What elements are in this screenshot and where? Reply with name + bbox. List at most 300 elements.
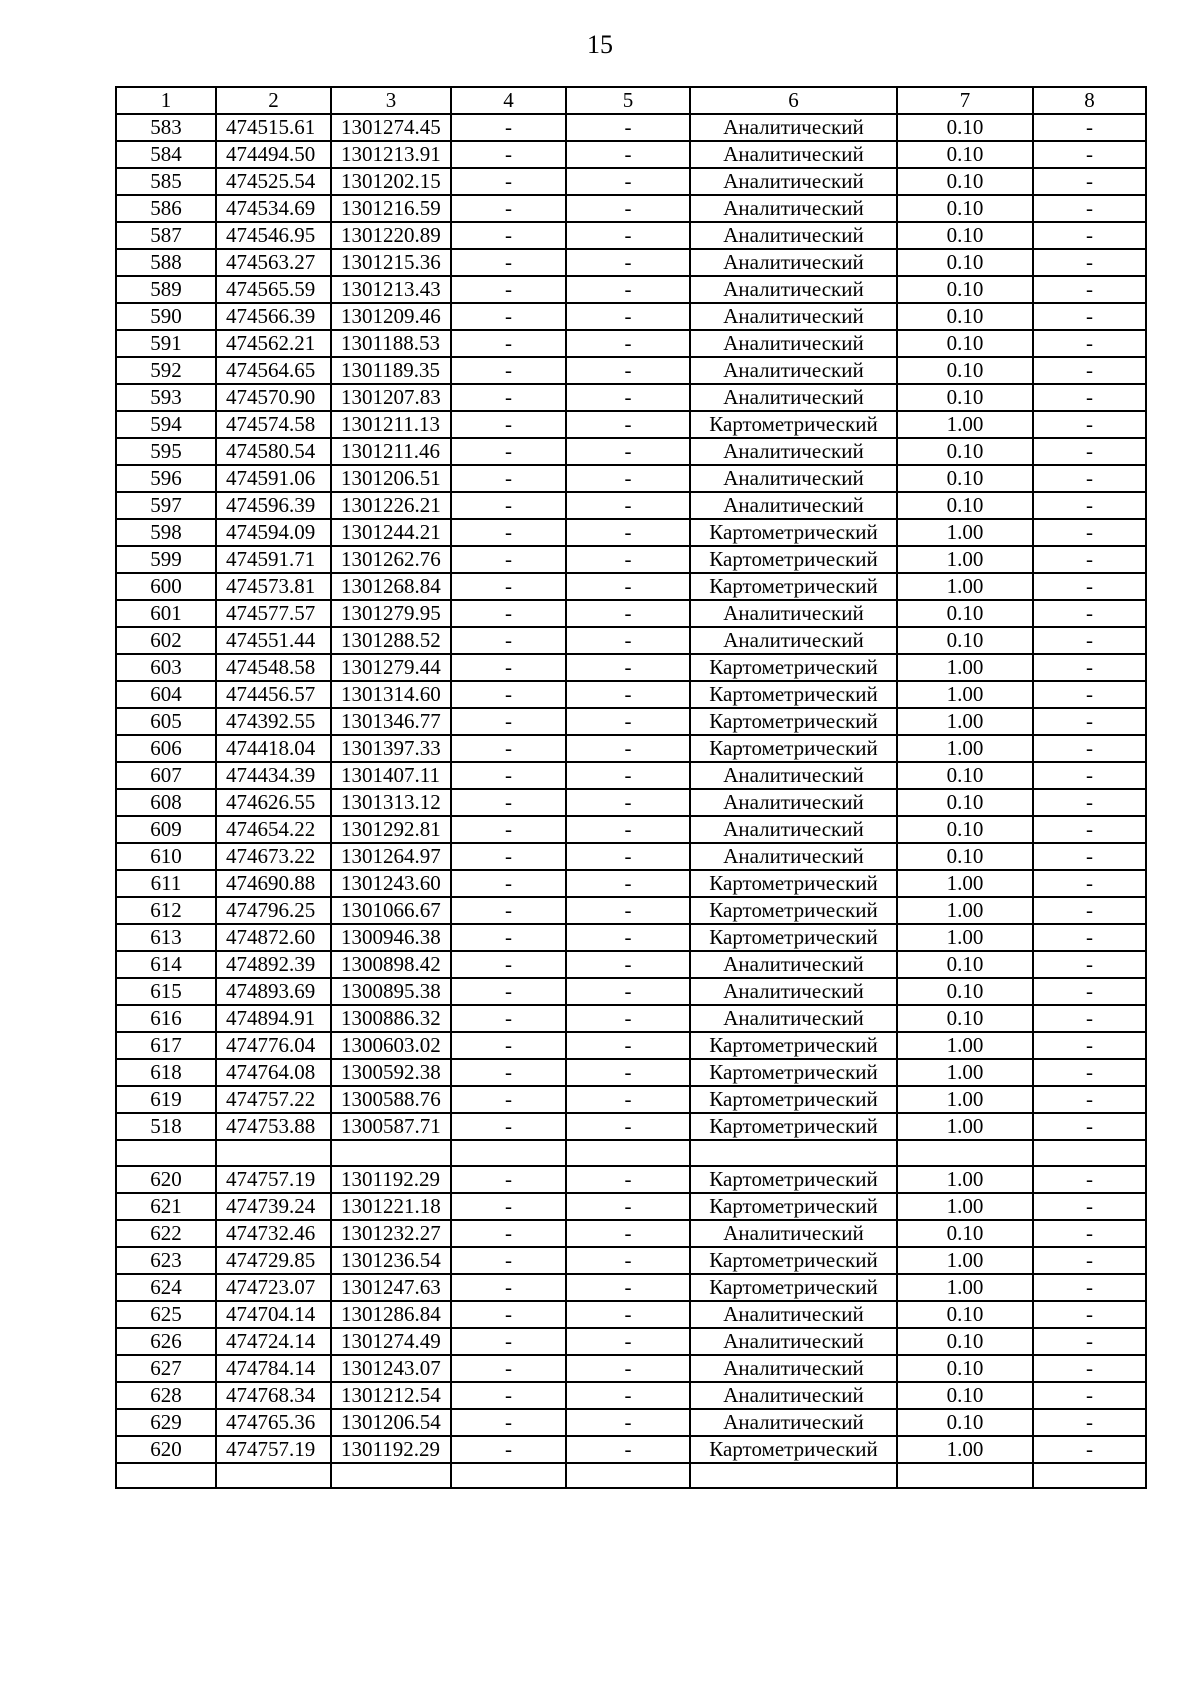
point-number-cell: 599 xyxy=(116,546,216,573)
table-row xyxy=(116,681,1146,708)
accuracy-cell: 0.10 xyxy=(897,789,1033,816)
point-number-cell: 590 xyxy=(116,303,216,330)
col-8-cell: - xyxy=(1033,735,1146,762)
col-8-cell: - xyxy=(1033,789,1146,816)
col-8-cell: - xyxy=(1033,384,1146,411)
coord-y-cell: 1301211.46 xyxy=(331,438,451,465)
coord-x-cell: 474570.90 xyxy=(216,384,331,411)
col-8-cell: - xyxy=(1033,600,1146,627)
coord-x-cell: 474573.81 xyxy=(216,573,331,600)
accuracy-cell: 0.10 xyxy=(897,1328,1033,1355)
method-cell: Картометрический xyxy=(690,681,897,708)
coord-y-cell: 1301274.45 xyxy=(331,114,451,141)
col-4-cell: - xyxy=(451,465,566,492)
col-8-cell: - xyxy=(1033,1113,1146,1140)
coord-x-cell: 474753.88 xyxy=(216,1113,331,1140)
col-5-cell: - xyxy=(566,249,690,276)
coord-y-cell: 1301226.21 xyxy=(331,492,451,519)
coord-y-cell: 1301220.89 xyxy=(331,222,451,249)
coord-x-cell: 474580.54 xyxy=(216,438,331,465)
point-number-cell: 609 xyxy=(116,816,216,843)
col-5-cell: - xyxy=(566,1059,690,1086)
col-5-cell: - xyxy=(566,411,690,438)
col-8-cell: - xyxy=(1033,276,1146,303)
coord-y-cell: 1300588.76 xyxy=(331,1086,451,1113)
header-cell-6: 6 xyxy=(690,87,897,114)
col-5-cell xyxy=(566,1463,690,1489)
method-cell: Картометрический xyxy=(690,1436,897,1463)
method-cell: Картометрический xyxy=(690,1166,897,1193)
accuracy-cell: 0.10 xyxy=(897,978,1033,1005)
col-4-cell: - xyxy=(451,1086,566,1113)
table-row xyxy=(116,141,1146,168)
accuracy-cell: 1.00 xyxy=(897,1059,1033,1086)
col-4-cell: - xyxy=(451,330,566,357)
method-cell: Картометрический xyxy=(690,519,897,546)
method-cell: Аналитический xyxy=(690,384,897,411)
point-number-cell: 608 xyxy=(116,789,216,816)
method-cell: Аналитический xyxy=(690,1355,897,1382)
table-row xyxy=(116,330,1146,357)
point-number-cell: 585 xyxy=(116,168,216,195)
coord-y-cell: 1301313.12 xyxy=(331,789,451,816)
coord-x-cell: 474594.09 xyxy=(216,519,331,546)
accuracy-cell: 0.10 xyxy=(897,1005,1033,1032)
col-8-cell: - xyxy=(1033,816,1146,843)
method-cell: Аналитический xyxy=(690,627,897,654)
col-5-cell: - xyxy=(566,1220,690,1247)
coord-x-cell: 474551.44 xyxy=(216,627,331,654)
coord-x-cell: 474732.46 xyxy=(216,1220,331,1247)
header-cell-7: 7 xyxy=(897,87,1033,114)
col-8-cell: - xyxy=(1033,951,1146,978)
accuracy-cell: 1.00 xyxy=(897,870,1033,897)
col-8-cell: - xyxy=(1033,492,1146,519)
method-cell: Аналитический xyxy=(690,114,897,141)
point-number-cell: 587 xyxy=(116,222,216,249)
point-number-cell: 601 xyxy=(116,600,216,627)
coord-y-cell: 1300898.42 xyxy=(331,951,451,978)
header-cell-4: 4 xyxy=(451,87,566,114)
table-row xyxy=(116,735,1146,762)
col-4-cell: - xyxy=(451,303,566,330)
table-row xyxy=(116,1328,1146,1355)
method-cell: Аналитический xyxy=(690,195,897,222)
method-cell: Аналитический xyxy=(690,843,897,870)
col-5-cell: - xyxy=(566,141,690,168)
coord-x-cell: 474596.39 xyxy=(216,492,331,519)
accuracy-cell: 1.00 xyxy=(897,1032,1033,1059)
coord-x-cell: 474591.06 xyxy=(216,465,331,492)
col-5-cell: - xyxy=(566,735,690,762)
col-5-cell: - xyxy=(566,168,690,195)
accuracy-cell: 0.10 xyxy=(897,438,1033,465)
col-4-cell: - xyxy=(451,1436,566,1463)
point-number-cell: 628 xyxy=(116,1382,216,1409)
method-cell: Картометрический xyxy=(690,924,897,951)
coord-x-cell: 474690.88 xyxy=(216,870,331,897)
col-4-cell: - xyxy=(451,600,566,627)
col-4-cell: - xyxy=(451,114,566,141)
coord-y-cell: 1301314.60 xyxy=(331,681,451,708)
col-8-cell: - xyxy=(1033,303,1146,330)
col-8-cell: - xyxy=(1033,1059,1146,1086)
col-4-cell: - xyxy=(451,924,566,951)
col-8-cell: - xyxy=(1033,438,1146,465)
col-4-cell: - xyxy=(451,1409,566,1436)
col-5-cell: - xyxy=(566,1166,690,1193)
col-8-cell xyxy=(1033,1140,1146,1166)
col-5-cell: - xyxy=(566,276,690,303)
col-8-cell: - xyxy=(1033,465,1146,492)
coord-y-cell: 1301066.67 xyxy=(331,897,451,924)
table-row xyxy=(116,384,1146,411)
accuracy-cell: 0.10 xyxy=(897,1301,1033,1328)
accuracy-cell: 0.10 xyxy=(897,114,1033,141)
point-number-cell: 598 xyxy=(116,519,216,546)
col-4-cell: - xyxy=(451,546,566,573)
col-8-cell: - xyxy=(1033,195,1146,222)
col-8-cell: - xyxy=(1033,708,1146,735)
accuracy-cell: 1.00 xyxy=(897,897,1033,924)
col-8-cell: - xyxy=(1033,330,1146,357)
accuracy-cell: 0.10 xyxy=(897,627,1033,654)
coord-x-cell: 474515.61 xyxy=(216,114,331,141)
col-4-cell: - xyxy=(451,384,566,411)
col-4-cell: - xyxy=(451,681,566,708)
accuracy-cell: 1.00 xyxy=(897,519,1033,546)
accuracy-cell: 0.10 xyxy=(897,141,1033,168)
coord-x-cell: 474704.14 xyxy=(216,1301,331,1328)
point-number-cell: 629 xyxy=(116,1409,216,1436)
table-header-row xyxy=(116,87,1146,114)
point-number-cell: 623 xyxy=(116,1247,216,1274)
point-number-cell: 607 xyxy=(116,762,216,789)
coord-x-cell: 474562.21 xyxy=(216,330,331,357)
col-5-cell: - xyxy=(566,1355,690,1382)
col-5-cell: - xyxy=(566,303,690,330)
coord-y-cell: 1301244.21 xyxy=(331,519,451,546)
point-number-cell: 618 xyxy=(116,1059,216,1086)
table-row xyxy=(116,1166,1146,1193)
point-number-cell: 597 xyxy=(116,492,216,519)
col-4-cell: - xyxy=(451,411,566,438)
table-row xyxy=(116,114,1146,141)
method-cell: Картометрический xyxy=(690,897,897,924)
table-row xyxy=(116,519,1146,546)
coord-y-cell: 1301288.52 xyxy=(331,627,451,654)
coord-x-cell: 474729.85 xyxy=(216,1247,331,1274)
coord-x-cell: 474757.19 xyxy=(216,1166,331,1193)
col-8-cell: - xyxy=(1033,843,1146,870)
col-5-cell: - xyxy=(566,519,690,546)
coord-x-cell: 474577.57 xyxy=(216,600,331,627)
table-row xyxy=(116,222,1146,249)
table-row xyxy=(116,1005,1146,1032)
point-number-cell: 612 xyxy=(116,897,216,924)
coord-x-cell: 474563.27 xyxy=(216,249,331,276)
coord-y-cell: 1301206.54 xyxy=(331,1409,451,1436)
point-number-cell xyxy=(116,1140,216,1166)
coord-y-cell: 1300603.02 xyxy=(331,1032,451,1059)
col-4-cell: - xyxy=(451,1328,566,1355)
coord-x-cell: 474434.39 xyxy=(216,762,331,789)
method-cell: Аналитический xyxy=(690,222,897,249)
col-5-cell: - xyxy=(566,573,690,600)
method-cell: Картометрический xyxy=(690,708,897,735)
accuracy-cell: 1.00 xyxy=(897,1086,1033,1113)
col-5-cell: - xyxy=(566,1247,690,1274)
col-4-cell: - xyxy=(451,1166,566,1193)
accuracy-cell: 1.00 xyxy=(897,681,1033,708)
coord-y-cell: 1301211.13 xyxy=(331,411,451,438)
table-row xyxy=(116,816,1146,843)
coord-x-cell: 474566.39 xyxy=(216,303,331,330)
point-number-cell: 625 xyxy=(116,1301,216,1328)
method-cell xyxy=(690,1463,897,1489)
point-number-cell: 613 xyxy=(116,924,216,951)
header-cell-5: 5 xyxy=(566,87,690,114)
point-number-cell: 617 xyxy=(116,1032,216,1059)
table-row xyxy=(116,573,1146,600)
table-row xyxy=(116,978,1146,1005)
coord-x-cell: 474673.22 xyxy=(216,843,331,870)
point-number-cell: 606 xyxy=(116,735,216,762)
col-5-cell: - xyxy=(566,681,690,708)
point-number-cell: 588 xyxy=(116,249,216,276)
coord-y-cell: 1301206.51 xyxy=(331,465,451,492)
accuracy-cell: 1.00 xyxy=(897,1247,1033,1274)
table-row xyxy=(116,1409,1146,1436)
col-5-cell: - xyxy=(566,1436,690,1463)
accuracy-cell: 1.00 xyxy=(897,1436,1033,1463)
method-cell: Аналитический xyxy=(690,789,897,816)
table-row xyxy=(116,276,1146,303)
accuracy-cell xyxy=(897,1463,1033,1489)
table-row xyxy=(116,951,1146,978)
coord-x-cell: 474534.69 xyxy=(216,195,331,222)
col-4-cell: - xyxy=(451,1274,566,1301)
page-number: 15 xyxy=(587,30,613,59)
point-number-cell: 620 xyxy=(116,1436,216,1463)
accuracy-cell: 0.10 xyxy=(897,276,1033,303)
coord-y-cell xyxy=(331,1463,451,1489)
method-cell: Картометрический xyxy=(690,654,897,681)
col-5-cell: - xyxy=(566,1328,690,1355)
col-5-cell: - xyxy=(566,1193,690,1220)
method-cell: Аналитический xyxy=(690,762,897,789)
col-4-cell: - xyxy=(451,951,566,978)
coord-x-cell: 474765.36 xyxy=(216,1409,331,1436)
accuracy-cell: 0.10 xyxy=(897,951,1033,978)
coord-x-cell: 474757.19 xyxy=(216,1436,331,1463)
method-cell: Картометрический xyxy=(690,1247,897,1274)
col-4-cell: - xyxy=(451,1059,566,1086)
col-4-cell: - xyxy=(451,816,566,843)
coord-x-cell: 474548.58 xyxy=(216,654,331,681)
method-cell: Аналитический xyxy=(690,492,897,519)
col-5-cell: - xyxy=(566,789,690,816)
col-5-cell: - xyxy=(566,546,690,573)
col-4-cell: - xyxy=(451,978,566,1005)
col-5-cell: - xyxy=(566,1032,690,1059)
col-4-cell: - xyxy=(451,1032,566,1059)
accuracy-cell: 1.00 xyxy=(897,573,1033,600)
col-4-cell: - xyxy=(451,627,566,654)
method-cell: Аналитический xyxy=(690,1220,897,1247)
col-8-cell: - xyxy=(1033,1005,1146,1032)
coord-y-cell: 1301397.33 xyxy=(331,735,451,762)
col-8-cell: - xyxy=(1033,1301,1146,1328)
method-cell: Аналитический xyxy=(690,357,897,384)
table-row xyxy=(116,1086,1146,1113)
coord-x-cell: 474892.39 xyxy=(216,951,331,978)
coord-y-cell: 1301292.81 xyxy=(331,816,451,843)
col-8-cell: - xyxy=(1033,1220,1146,1247)
col-5-cell: - xyxy=(566,195,690,222)
accuracy-cell: 0.10 xyxy=(897,1382,1033,1409)
col-8-cell: - xyxy=(1033,546,1146,573)
point-number-cell: 589 xyxy=(116,276,216,303)
col-4-cell: - xyxy=(451,1382,566,1409)
coord-x-cell: 474764.08 xyxy=(216,1059,331,1086)
coord-x-cell: 474757.22 xyxy=(216,1086,331,1113)
col-4-cell: - xyxy=(451,168,566,195)
method-cell: Аналитический xyxy=(690,465,897,492)
method-cell: Аналитический xyxy=(690,1005,897,1032)
method-cell: Картометрический xyxy=(690,411,897,438)
accuracy-cell: 0.10 xyxy=(897,816,1033,843)
coord-x-cell: 474494.50 xyxy=(216,141,331,168)
col-5-cell: - xyxy=(566,438,690,465)
col-5-cell: - xyxy=(566,1409,690,1436)
header-cell-1: 1 xyxy=(116,87,216,114)
method-cell: Картометрический xyxy=(690,870,897,897)
accuracy-cell: 1.00 xyxy=(897,1113,1033,1140)
col-5-cell: - xyxy=(566,384,690,411)
col-8-cell: - xyxy=(1033,627,1146,654)
accuracy-cell: 1.00 xyxy=(897,411,1033,438)
point-number-cell: 605 xyxy=(116,708,216,735)
col-8-cell: - xyxy=(1033,1166,1146,1193)
col-8-cell: - xyxy=(1033,519,1146,546)
col-8-cell: - xyxy=(1033,1328,1146,1355)
coord-y-cell: 1301212.54 xyxy=(331,1382,451,1409)
col-4-cell: - xyxy=(451,1220,566,1247)
table-row xyxy=(116,789,1146,816)
point-number-cell: 619 xyxy=(116,1086,216,1113)
method-cell: Аналитический xyxy=(690,1328,897,1355)
col-5-cell: - xyxy=(566,843,690,870)
table-row xyxy=(116,249,1146,276)
col-4-cell: - xyxy=(451,141,566,168)
header-cell-3: 3 xyxy=(331,87,451,114)
coord-y-cell: 1301215.36 xyxy=(331,249,451,276)
col-4-cell: - xyxy=(451,249,566,276)
col-8-cell: - xyxy=(1033,573,1146,600)
coord-y-cell: 1301243.60 xyxy=(331,870,451,897)
method-cell: Аналитический xyxy=(690,978,897,1005)
col-4-cell: - xyxy=(451,1355,566,1382)
accuracy-cell: 0.10 xyxy=(897,492,1033,519)
col-4-cell: - xyxy=(451,438,566,465)
point-number-cell: 584 xyxy=(116,141,216,168)
col-5-cell: - xyxy=(566,897,690,924)
table-row xyxy=(116,1193,1146,1220)
accuracy-cell: 0.10 xyxy=(897,465,1033,492)
col-8-cell: - xyxy=(1033,1409,1146,1436)
accuracy-cell xyxy=(897,1140,1033,1166)
coord-y-cell: 1300946.38 xyxy=(331,924,451,951)
col-5-cell: - xyxy=(566,1005,690,1032)
coord-y-cell: 1301346.77 xyxy=(331,708,451,735)
col-8-cell: - xyxy=(1033,1032,1146,1059)
point-number-cell: 594 xyxy=(116,411,216,438)
coord-x-cell: 474723.07 xyxy=(216,1274,331,1301)
table-row xyxy=(116,1059,1146,1086)
table-row xyxy=(116,1032,1146,1059)
col-8-cell: - xyxy=(1033,1247,1146,1274)
table-row xyxy=(116,1220,1146,1247)
coord-x-cell: 474565.59 xyxy=(216,276,331,303)
method-cell: Аналитический xyxy=(690,1409,897,1436)
point-number-cell: 621 xyxy=(116,1193,216,1220)
col-4-cell: - xyxy=(451,222,566,249)
table-row xyxy=(116,1113,1146,1140)
accuracy-cell: 1.00 xyxy=(897,1193,1033,1220)
point-number-cell xyxy=(116,1463,216,1489)
col-5-cell: - xyxy=(566,492,690,519)
coord-y-cell: 1301221.18 xyxy=(331,1193,451,1220)
col-8-cell: - xyxy=(1033,141,1146,168)
col-4-cell: - xyxy=(451,1113,566,1140)
coord-y-cell: 1301216.59 xyxy=(331,195,451,222)
col-5-cell: - xyxy=(566,870,690,897)
coord-y-cell: 1301274.49 xyxy=(331,1328,451,1355)
header-cell-2: 2 xyxy=(216,87,331,114)
point-number-cell: 595 xyxy=(116,438,216,465)
col-4-cell: - xyxy=(451,1301,566,1328)
point-number-cell: 591 xyxy=(116,330,216,357)
point-number-cell: 616 xyxy=(116,1005,216,1032)
method-cell: Картометрический xyxy=(690,1032,897,1059)
coord-y-cell: 1301279.44 xyxy=(331,654,451,681)
method-cell: Картометрический xyxy=(690,1086,897,1113)
col-5-cell: - xyxy=(566,708,690,735)
coord-x-cell: 474418.04 xyxy=(216,735,331,762)
accuracy-cell: 0.10 xyxy=(897,303,1033,330)
table-row xyxy=(116,303,1146,330)
col-8-cell xyxy=(1033,1463,1146,1489)
coord-y-cell: 1301262.76 xyxy=(331,546,451,573)
coord-x-cell: 474456.57 xyxy=(216,681,331,708)
table-row xyxy=(116,1140,1146,1166)
coord-x-cell: 474894.91 xyxy=(216,1005,331,1032)
coord-x-cell: 474872.60 xyxy=(216,924,331,951)
col-8-cell: - xyxy=(1033,1355,1146,1382)
table-body xyxy=(116,87,1146,1488)
col-5-cell: - xyxy=(566,1301,690,1328)
col-4-cell: - xyxy=(451,1005,566,1032)
table-row xyxy=(116,492,1146,519)
method-cell: Аналитический xyxy=(690,600,897,627)
coord-y-cell: 1301268.84 xyxy=(331,573,451,600)
accuracy-cell: 1.00 xyxy=(897,654,1033,681)
col-4-cell: - xyxy=(451,735,566,762)
table-row xyxy=(116,168,1146,195)
accuracy-cell: 0.10 xyxy=(897,168,1033,195)
header-cell-8: 8 xyxy=(1033,87,1146,114)
